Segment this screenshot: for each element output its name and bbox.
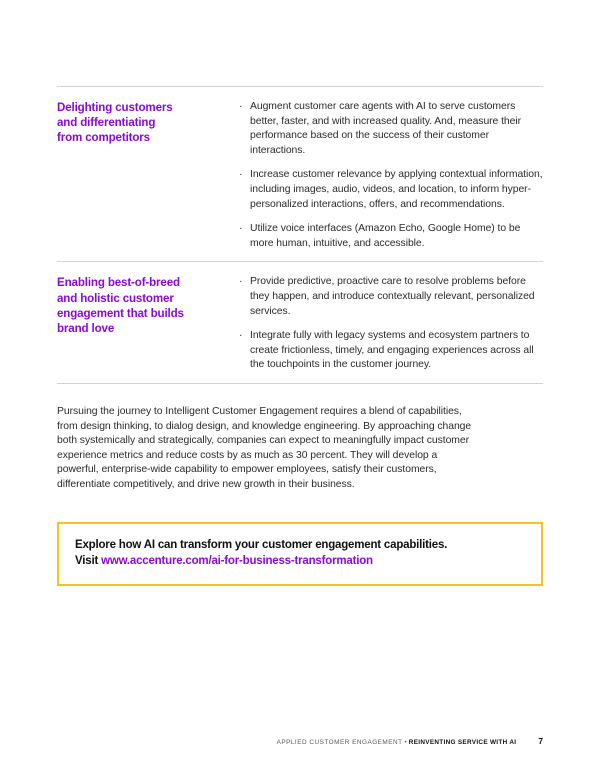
row-body-cell bbox=[230, 100, 543, 251]
row-heading-line: from competitors bbox=[57, 131, 150, 145]
table-row bbox=[57, 262, 543, 373]
bullet-dot-icon: · bbox=[239, 101, 243, 112]
row-body-cell bbox=[230, 275, 543, 373]
list-item bbox=[239, 329, 543, 373]
page-content bbox=[57, 0, 543, 586]
page-footer bbox=[0, 736, 600, 750]
list-item bbox=[239, 222, 543, 251]
footer-inner bbox=[277, 736, 543, 746]
list-item bbox=[239, 275, 543, 319]
footer-title-bold: REINVENTING SERVICE WITH AI bbox=[408, 739, 517, 746]
list-item-text: Utilize voice interfaces (Amazon Echo, Google Home) to be more human, intuitive, and accessible. bbox=[250, 223, 521, 249]
row-heading-line: Enabling best-of-breed bbox=[57, 276, 180, 290]
call-to-action-box bbox=[57, 522, 543, 586]
page-number: 7 bbox=[538, 736, 543, 746]
table-row bbox=[57, 87, 543, 251]
row-heading-line: and differentiating bbox=[57, 116, 156, 130]
bullet-dot-icon: · bbox=[239, 276, 243, 288]
list-item-text: Integrate fully with legacy systems and ecosystem partners to create frictionless, timely, and engaging experiences across all the touchpoints in the customer journey. bbox=[250, 330, 534, 371]
row-heading-line: Delighting customers bbox=[57, 101, 173, 114]
body-paragraph: Pursuing the journey to Intelligent Customer Engagement requires a blend of capabilities, from design thinking, to dialog design, and knowledge engineering. By approaching change both systemically and strategically, companies can expect to meaningfully impact customer experience metrics and reduce costs by as much as 30 percent. They will develop a powerful, enterprise-wide capability to empower employees, satisfy their customers, differentiate competitively, and drive new growth in their business. bbox=[57, 405, 472, 490]
list-item-text: Provide predictive, proactive care to resolve problems before they happen, and introduce contextually relevant, personalized services. bbox=[250, 276, 535, 317]
cta-visit-line bbox=[75, 554, 525, 570]
bullet-list bbox=[239, 275, 543, 373]
row-heading-line: brand love bbox=[57, 321, 115, 335]
row-heading-line: and holistic customer bbox=[57, 291, 174, 305]
row-heading-cell bbox=[57, 275, 230, 336]
cta-headline: Explore how AI can transform your customer engagement capabilities. bbox=[75, 539, 448, 552]
cta-url-link[interactable]: www.accenture.com/ai-for-business-transformation bbox=[101, 554, 373, 567]
bullet-list bbox=[239, 100, 543, 251]
footer-title-label bbox=[409, 739, 517, 746]
footer-series-label: APPLIED CUSTOMER ENGAGEMENT bbox=[276, 739, 403, 746]
row-heading-line: engagement that builds bbox=[57, 306, 184, 320]
list-item-text: Increase customer relevance by applying contextual information, including images, audio, videos, and location, to inform hyper-personalized interactions, offers, and recommendations. bbox=[250, 169, 543, 210]
row-heading-cell bbox=[57, 100, 230, 146]
bullet-dot-icon: · bbox=[239, 169, 243, 181]
list-item bbox=[239, 168, 543, 212]
cta-visit-label: Visit bbox=[75, 554, 102, 567]
bullet-dot-icon: · bbox=[239, 223, 243, 235]
list-item-text: Augment customer care agents with AI to serve customers better, faster, and with increased quality. And, measure their performance based on the success of their customer interactions. bbox=[250, 101, 522, 156]
bullet-dot-icon: · bbox=[239, 330, 243, 342]
footer-separator-icon: • bbox=[404, 739, 407, 746]
list-item bbox=[239, 100, 543, 158]
